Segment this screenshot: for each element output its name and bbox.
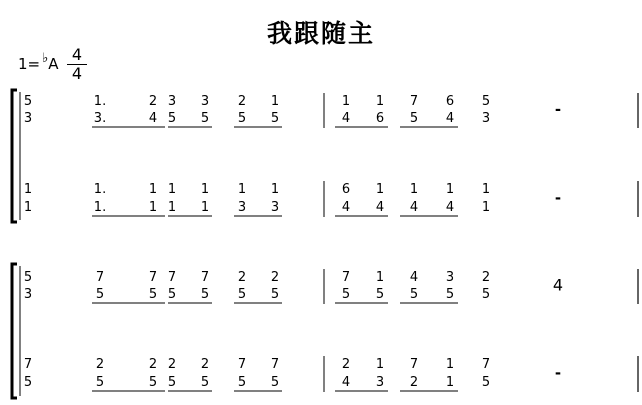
- note-upper: 2: [237, 270, 247, 285]
- note-upper: 1: [375, 94, 385, 109]
- note-lower: 1: [200, 200, 210, 215]
- note-upper: 1: [270, 94, 280, 109]
- note-upper: 7: [95, 270, 105, 285]
- measure-end-mark: -: [554, 364, 562, 382]
- note-lower: 1: [23, 200, 33, 215]
- note-upper: 7: [409, 357, 419, 372]
- note-lower: 1: [148, 200, 158, 215]
- note-lower: 4: [341, 200, 351, 215]
- note-lower: 5: [95, 375, 105, 390]
- note-lower: 5: [237, 375, 247, 390]
- note-upper: 7: [270, 357, 280, 372]
- note-upper: 1: [375, 357, 385, 372]
- note-lower: 1.: [93, 200, 107, 215]
- note-lower: 5: [167, 375, 177, 390]
- note-upper: 3: [200, 94, 210, 109]
- measure-end-mark: -: [554, 100, 562, 119]
- note-upper: 5: [481, 94, 491, 109]
- note-lower: 1: [445, 375, 455, 390]
- note-upper: 5: [23, 270, 33, 285]
- key-note: A: [48, 55, 59, 73]
- note-lower: 3.: [93, 111, 107, 126]
- key-prefix: 1=: [18, 55, 41, 73]
- note-lower: 5: [270, 111, 280, 126]
- note-upper: 1: [445, 182, 455, 197]
- note-lower: 6: [375, 111, 385, 126]
- note-lower: 5: [270, 375, 280, 390]
- note-upper: 1: [167, 182, 177, 197]
- note-lower: 5: [167, 287, 177, 302]
- note-lower: 3: [23, 111, 33, 126]
- note-lower: 3: [375, 375, 385, 390]
- note-lower: 5: [200, 375, 210, 390]
- note-lower: 3: [270, 200, 280, 215]
- note-upper: 2: [148, 357, 158, 372]
- note-lower: 5: [148, 287, 158, 302]
- note-upper: 7: [409, 94, 419, 109]
- note-lower: 4: [445, 111, 455, 126]
- note-lower: 3: [481, 111, 491, 126]
- note-upper: 1: [409, 182, 419, 197]
- note-upper: 2: [200, 357, 210, 372]
- note-upper: 1: [481, 182, 491, 197]
- note-lower: 5: [409, 287, 419, 302]
- note-lower: 4: [341, 375, 351, 390]
- note-lower: 1: [481, 200, 491, 215]
- note-lower: 5: [270, 287, 280, 302]
- note-upper: 2: [95, 357, 105, 372]
- system-bracket: [12, 264, 17, 398]
- note-upper: 6: [341, 182, 351, 197]
- note-upper: 4: [409, 270, 419, 285]
- time-signature-top: 4: [71, 45, 83, 64]
- note-lower: 4: [375, 200, 385, 215]
- note-upper: 7: [341, 270, 351, 285]
- note-lower: 5: [409, 111, 419, 126]
- note-upper: 2: [148, 94, 158, 109]
- note-lower: 5: [481, 287, 491, 302]
- note-upper: 3: [445, 270, 455, 285]
- note-lower: 4: [445, 200, 455, 215]
- note-lower: 4: [148, 111, 158, 126]
- note-upper: 1: [341, 94, 351, 109]
- note-upper: 7: [23, 357, 33, 372]
- note-upper: 1: [148, 182, 158, 197]
- measure-end-mark: -: [554, 189, 562, 207]
- note-upper: 3: [167, 94, 177, 109]
- note-upper: 2: [237, 94, 247, 109]
- note-upper: 1: [237, 182, 247, 197]
- note-upper: 5: [23, 94, 33, 109]
- note-lower: 5: [237, 287, 247, 302]
- note-upper: 1.: [93, 94, 107, 109]
- system-bracket: [12, 90, 17, 222]
- note-lower: 4: [409, 200, 419, 215]
- note-lower: 5: [445, 287, 455, 302]
- note-upper: 2: [341, 357, 351, 372]
- time-signature-bottom: 4: [71, 64, 83, 83]
- note-lower: 4: [341, 111, 351, 126]
- note-upper: 1: [270, 182, 280, 197]
- note-upper: 7: [148, 270, 158, 285]
- note-lower: 5: [200, 111, 210, 126]
- note-upper: 7: [167, 270, 177, 285]
- note-upper: 2: [481, 270, 491, 285]
- flat-sign: ♭: [42, 51, 49, 66]
- note-upper: 2: [167, 357, 177, 372]
- note-lower: 5: [148, 375, 158, 390]
- note-upper: 7: [237, 357, 247, 372]
- note-upper: 1: [445, 357, 455, 372]
- note-upper: 1: [23, 182, 33, 197]
- note-lower: 5: [23, 375, 33, 390]
- note-lower: 3: [237, 200, 247, 215]
- note-upper: 7: [200, 270, 210, 285]
- measure-end-mark: 4: [552, 275, 564, 295]
- note-lower: 5: [95, 287, 105, 302]
- note-lower: 1: [167, 200, 177, 215]
- note-lower: 3: [23, 287, 33, 302]
- note-upper: 6: [445, 94, 455, 109]
- note-lower: 5: [237, 111, 247, 126]
- note-lower: 5: [481, 375, 491, 390]
- note-lower: 5: [167, 111, 177, 126]
- note-lower: 5: [375, 287, 385, 302]
- note-upper: 7: [481, 357, 491, 372]
- note-upper: 2: [270, 270, 280, 285]
- note-upper: 1: [375, 270, 385, 285]
- note-lower: 5: [200, 287, 210, 302]
- note-lower: 5: [341, 287, 351, 302]
- note-upper: 1: [375, 182, 385, 197]
- note-upper: 1: [200, 182, 210, 197]
- note-lower: 2: [409, 375, 419, 390]
- song-title: 我跟随主: [266, 19, 375, 48]
- note-upper: 1.: [93, 182, 107, 197]
